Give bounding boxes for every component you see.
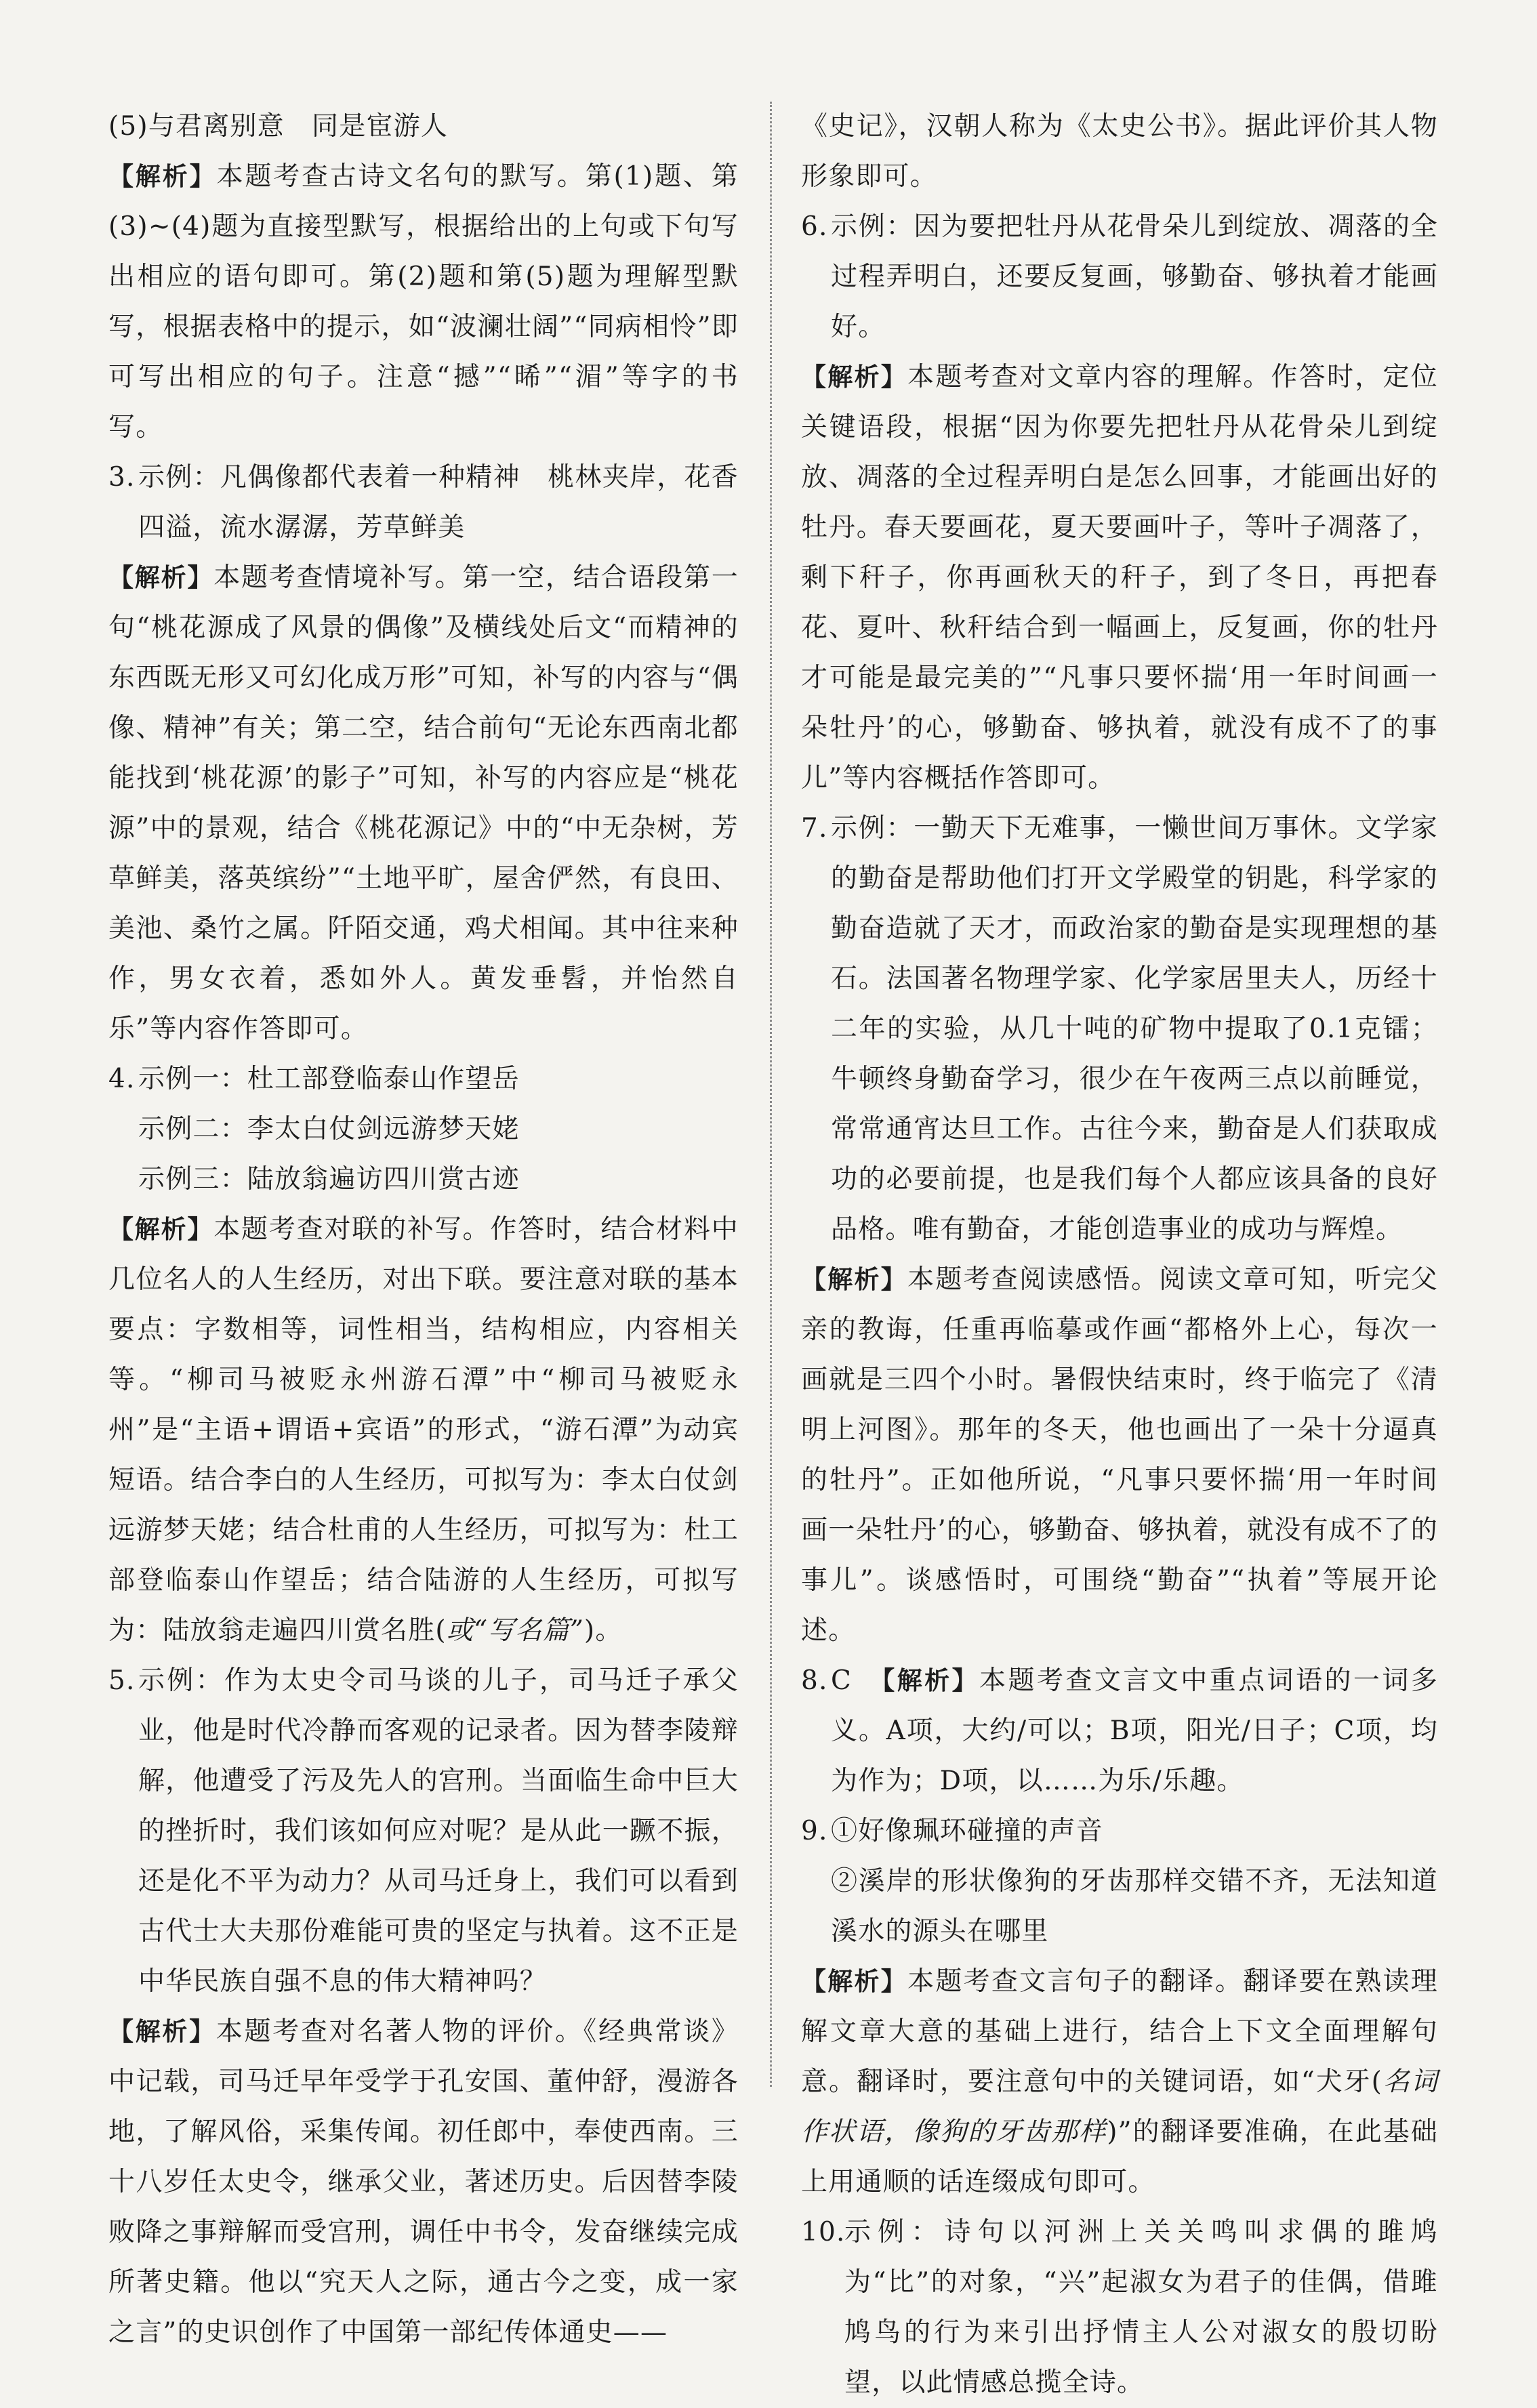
answer-text: C — [831, 1665, 882, 1696]
answer-text: (5)与君离别意 同是宦游人 — [108, 111, 449, 142]
question-number: 4. — [108, 1064, 136, 1094]
answer-1: ①好像珮环碰撞的声音 — [831, 1816, 1104, 1846]
question-number: 8. — [801, 1665, 828, 1696]
analysis-note: 或“写名篇” — [446, 1615, 584, 1646]
analysis-tag: 【解析】 — [108, 2017, 216, 2046]
answer-text: 示例：凡偶像都代表着一种精神 桃林夹岸，花香四溢，流水潺潺，芳草鲜美 — [138, 462, 739, 543]
example-3: 示例三：陆放翁遍访四川赏古迹 — [138, 1164, 520, 1195]
analysis-text: 《史记》，汉朝人称为《太史公书》。据此评价其人物形象即可。 — [801, 111, 1438, 192]
analysis-end: )。 — [583, 1615, 623, 1646]
analysis-tag: 【解析】 — [108, 1215, 214, 1244]
answer-2: ②溪岸的形状像狗的牙齿那样交错不齐，无法知道溪水的源头在哪里 — [831, 1866, 1438, 1947]
question-number: 9. — [801, 1816, 828, 1846]
question-8 — [801, 1656, 1438, 1806]
question-6 — [801, 202, 1438, 352]
answer-1-part-5 — [108, 102, 739, 152]
analysis-q7 — [801, 1255, 1438, 1656]
example-1: 示例一：杜工部登临泰山作望岳 — [138, 1064, 520, 1094]
example-2: 示例二：李太白仗剑远游梦天姥 — [138, 1114, 520, 1144]
analysis-text: 本题考查对联的补写。作答时，结合材料中几位名人的人生经历，对出下联。要注意对联的基本要点：字数相等，词性相当，结构相应，内容相关等。“柳司马被贬永州游石潭”中“柳司马被贬永州”是“主语+谓语+宾语”的形式，“游石潭”为动宾短语。结合李白的人生经历，可拟写为：李太白仗剑远游梦天姥；结合杜甫的人生经历，可拟写为：杜工部登临泰山作望岳；结合陆游的人生经历，可拟写为：陆放翁走遍四川赏名胜( — [108, 1214, 739, 1646]
right-column — [801, 102, 1438, 2408]
analysis-text: 本题考查情境补写。第一空，结合语段第一句“桃花源成了风景的偶像”及横线处后文“而精神的东西既无形又可幻化成万形”可知，补写的内容与“偶像、精神”有关；第二空，结合前句“无论东西南北都能找到‘桃花源’的影子”可知，补写的内容应是“桃花源”中的景观，结合《桃花源记》中的“中无杂树，芳草鲜美，落英缤纷”“土地平旷，屋舍俨然，有良田、美池、桑竹之属。阡陌交通，鸡犬相闻。其中往来种作，男女衣着，悉如外人。黄发垂髫，并怡然自乐”等内容作答即可。 — [108, 562, 739, 1044]
analysis-q3 — [108, 553, 739, 1054]
analysis-tag: 【解析】 — [882, 1666, 980, 1695]
answer-text: 示例：一勤天下无难事，一懒世间万事休。文学家的勤奋是帮助他们打开文学殿堂的钥匙，科学家的勤奋造就了天才，而政治家的勤奋是实现理想的基石。法国著名物理学家、化学家居里夫人，历经十二年的实验，从几十吨的矿物中提取了0.1克镭；牛顿终身勤奋学习，很少在午夜两三点以前睡觉，常常通宵达旦工作。古往今来，勤奋是人们获取成功的必要前提，也是我们每个人都应该具备的良好品格。唯有勤奋，才能创造事业的成功与辉煌。 — [831, 813, 1438, 1245]
analysis-text: 本题考查对名著人物的评价。《经典常谈》中记载，司马迁早年受学于孔安国、董仲舒，漫游各地，了解风俗，采集传闻。初任郎中，奉使西南。三十八岁任太史令，继承父业，著述历史。后因替李陵败降之事辩解而受宫刑，调任中书令，发奋继续完成所著史籍。他以“究天人之际，通古今之变，成一家之言”的史识创作了中国第一部纪传体通史—— — [108, 2016, 739, 2348]
answer-text: 示例：诗句以河洲上关关鸣叫求偶的雎鸠为“比”的对象，“兴”起淑女为君子的佳偶，借雎鸠鸟的行为来引出抒情主人公对淑女的殷切盼望，以此情感总揽全诗。 — [844, 2217, 1438, 2398]
analysis-tag: 【解析】 — [801, 362, 908, 392]
answer-text: 示例：因为要把牡丹从花骨朵儿到绽放、凋落的全过程弄明白，还要反复画，够勤奋、够执着才能画好。 — [831, 211, 1438, 342]
answer-text: 示例：作为太史令司马谈的儿子，司马迁子承父业，他是时代冷静而客观的记录者。因为替李陵辩解，他遭受了污及先人的宫刑。当面临生命中巨大的挫折时，我们该如何应对呢？是从此一蹶不振，还是化不平为动力？从司马迁身上，我们可以看到古代士大夫那份难能可贵的坚定与执着。这不正是中华民族自强不息的伟大精神吗？ — [138, 1665, 739, 1997]
question-number: 10. — [801, 2217, 846, 2247]
question-number: 5. — [108, 1665, 136, 1696]
analysis-text: 本题考查阅读感悟。阅读文章可知，听完父亲的教诲，任重再临摹或作画“都格外上心，每次一画就是三四个小时。暑假快结束时，终于临完了《清明上河图》。那年的冬天，他也画出了一朵十分逼真的牡丹”。正如他所说，“凡事只要怀揣‘用一年时间画一朵牡丹’的心，够勤奋、够执着，就没有成不了的事儿”。谈感悟时，可围绕“勤奋”“执着”等展开论述。 — [801, 1264, 1438, 1646]
question-number: 6. — [801, 211, 828, 242]
analysis-tag: 【解析】 — [801, 1265, 908, 1294]
analysis-text: 本题考查文言文中重点词语的一词多义。A项，大约/可以；B项，阳光/日子；C项，均为作为；D项，以……为乐/乐趣。 — [831, 1665, 1438, 1796]
analysis-text: 本题考查对文章内容的理解。作答时，定位关键语段，根据“因为你要先把牡丹从花骨朵儿到绽放、凋落的全过程弄明白是怎么回事，才能画出好的牡丹。春天要画花，夏天要画叶子，等叶子凋落了，剩下秆子，你再画秋天的秆子，到了冬日，再把春花、夏叶、秋秆结合到一幅画上，反复画，你的牡丹才可能是最完美的”“凡事只要怀揣‘用一年时间画一朵牡丹’的心，够勤奋、够执着，就没有成不了的事儿”等内容概括作答即可。 — [801, 362, 1438, 793]
question-9 — [801, 1806, 1438, 1957]
analysis-tag: 【解析】 — [108, 162, 217, 191]
analysis-text: 本题考查文言句子的翻译。翻译要在熟读理解文章大意的基础上进行，结合上下文全面理解句意。翻译时，要注意句中的关键词语，如“犬牙( — [801, 1966, 1438, 2097]
analysis-tag: 【解析】 — [801, 1967, 908, 1996]
question-number: 3. — [108, 462, 136, 493]
left-column — [108, 102, 739, 2358]
question-10 — [801, 2207, 1438, 2408]
analysis-q9 — [801, 1957, 1438, 2207]
analysis-q6 — [801, 352, 1438, 804]
analysis-q4 — [108, 1205, 739, 1656]
question-5 — [108, 1656, 739, 2007]
question-4 — [108, 1054, 739, 1205]
column-divider — [770, 102, 772, 2087]
analysis-note: 名词作状语，像狗的牙齿那样 — [801, 2067, 1438, 2147]
analysis-q5-continued — [801, 102, 1438, 202]
question-7 — [801, 804, 1438, 1255]
analysis-q2 — [108, 152, 739, 453]
question-3 — [108, 453, 739, 553]
question-number: 7. — [801, 813, 828, 844]
analysis-text: 本题考查古诗文名句的默写。第(1)题、第(3)~(4)题为直接型默写，根据给出的上句或下句写出相应的语句即可。第(2)题和第(5)题为理解型默写，根据表格中的提示，如“波澜壮阔”“同病相怜”即可写出相应的句子。注意“撼”“晞”“湄”等字的书写。 — [108, 161, 739, 442]
analysis-tag: 【解析】 — [108, 563, 214, 592]
analysis-q5 — [108, 2007, 739, 2358]
analysis-end: )”的翻译要准确，在此基础上用通顺的话连缀成句即可。 — [801, 2117, 1438, 2197]
